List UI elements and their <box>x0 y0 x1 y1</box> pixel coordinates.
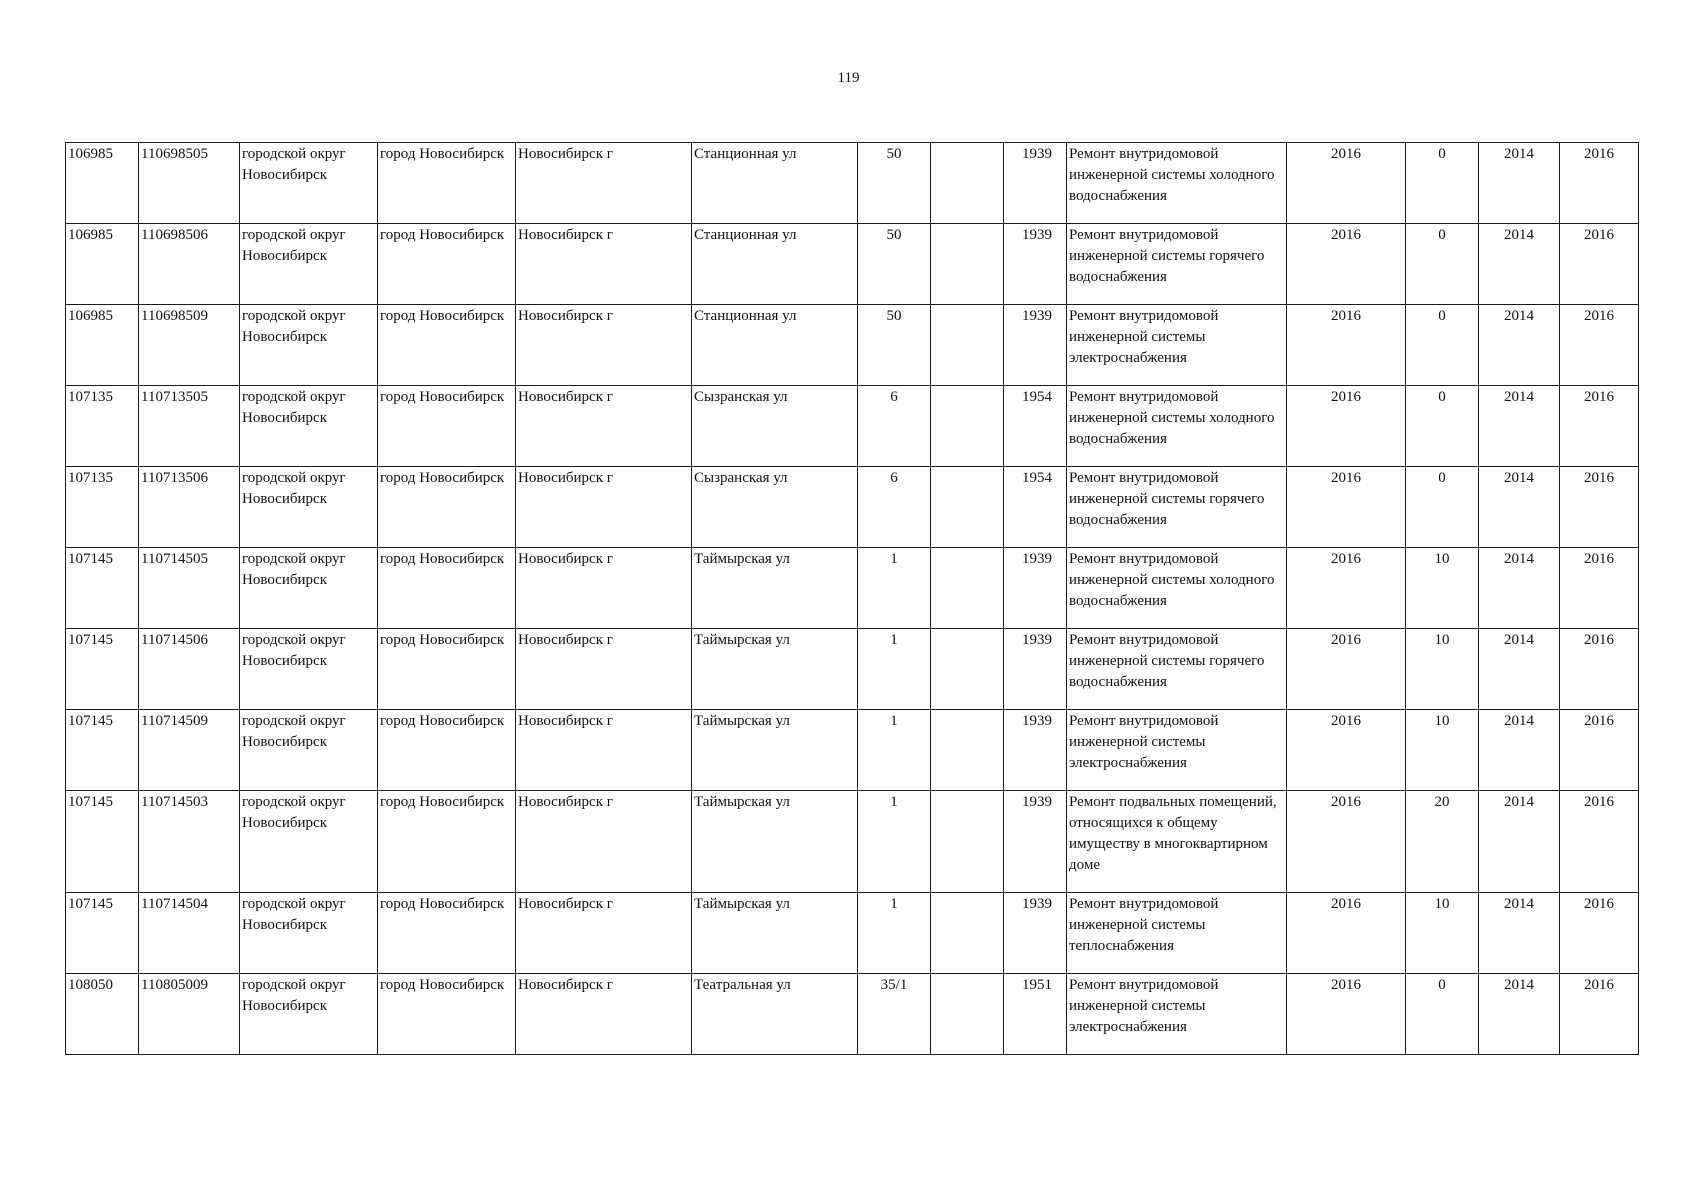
table-body <box>66 143 1639 1055</box>
house-number-cell: 50 <box>858 305 931 386</box>
period-start-cell: 2014 <box>1479 386 1560 467</box>
street-cell: Таймырская ул <box>692 710 858 791</box>
deterioration-cell: 10 <box>1406 893 1479 974</box>
street-cell: Станционная ул <box>692 305 858 386</box>
table-row <box>66 710 1639 791</box>
work-type-cell: Ремонт внутридомовой инженерной системы горячего водоснабжения <box>1067 629 1287 710</box>
district-cell: городской округ Новосибирск <box>240 467 378 548</box>
building-cell <box>931 224 1004 305</box>
district-cell: городской округ Новосибирск <box>240 791 378 893</box>
planned-year-cell: 2016 <box>1287 467 1406 548</box>
planned-year-cell: 2016 <box>1287 710 1406 791</box>
table-row <box>66 791 1639 893</box>
work-id-cell: 110714505 <box>139 548 240 629</box>
work-id-cell: 110714503 <box>139 791 240 893</box>
city-cell: Новосибирск г <box>516 710 692 791</box>
street-cell: Таймырская ул <box>692 629 858 710</box>
period-end-cell: 2016 <box>1560 386 1639 467</box>
city-cell: Новосибирск г <box>516 467 692 548</box>
work-type-cell: Ремонт внутридомовой инженерной системы холодного водоснабжения <box>1067 386 1287 467</box>
deterioration-cell: 0 <box>1406 467 1479 548</box>
work-id-cell: 110713505 <box>139 386 240 467</box>
year-built-cell: 1954 <box>1004 467 1067 548</box>
table-row <box>66 974 1639 1055</box>
planned-year-cell: 2016 <box>1287 386 1406 467</box>
table-row <box>66 467 1639 548</box>
municipality-cell: город Новосибирск <box>378 893 516 974</box>
house-number-cell: 1 <box>858 548 931 629</box>
planned-year-cell: 2016 <box>1287 974 1406 1055</box>
work-type-cell: Ремонт внутридомовой инженерной системы электроснабжения <box>1067 305 1287 386</box>
work-type-cell: Ремонт внутридомовой инженерной системы горячего водоснабжения <box>1067 224 1287 305</box>
building-cell <box>931 974 1004 1055</box>
year-built-cell: 1939 <box>1004 224 1067 305</box>
house-id-cell: 107145 <box>66 629 139 710</box>
house-id-cell: 106985 <box>66 305 139 386</box>
city-cell: Новосибирск г <box>516 893 692 974</box>
city-cell: Новосибирск г <box>516 143 692 224</box>
deterioration-cell: 0 <box>1406 386 1479 467</box>
work-type-cell: Ремонт внутридомовой инженерной системы холодного водоснабжения <box>1067 548 1287 629</box>
table-row <box>66 386 1639 467</box>
building-cell <box>931 467 1004 548</box>
district-cell: городской округ Новосибирск <box>240 305 378 386</box>
house-number-cell: 35/1 <box>858 974 931 1055</box>
house-id-cell: 107145 <box>66 791 139 893</box>
page-number: 119 <box>837 70 860 86</box>
deterioration-cell: 20 <box>1406 791 1479 893</box>
district-cell: городской округ Новосибирск <box>240 974 378 1055</box>
capital-repair-table <box>65 142 1639 1055</box>
period-start-cell: 2014 <box>1479 974 1560 1055</box>
district-cell: городской округ Новосибирск <box>240 548 378 629</box>
house-number-cell: 1 <box>858 893 931 974</box>
district-cell: городской округ Новосибирск <box>240 629 378 710</box>
year-built-cell: 1939 <box>1004 791 1067 893</box>
house-id-cell: 107135 <box>66 386 139 467</box>
house-id-cell: 107145 <box>66 548 139 629</box>
city-cell: Новосибирск г <box>516 629 692 710</box>
work-id-cell: 110714504 <box>139 893 240 974</box>
street-cell: Таймырская ул <box>692 791 858 893</box>
year-built-cell: 1939 <box>1004 143 1067 224</box>
work-type-cell: Ремонт внутридомовой инженерной системы горячего водоснабжения <box>1067 467 1287 548</box>
period-end-cell: 2016 <box>1560 143 1639 224</box>
work-type-cell: Ремонт внутридомовой инженерной системы холодного водоснабжения <box>1067 143 1287 224</box>
municipality-cell: город Новосибирск <box>378 143 516 224</box>
house-id-cell: 106985 <box>66 224 139 305</box>
period-start-cell: 2014 <box>1479 791 1560 893</box>
deterioration-cell: 0 <box>1406 224 1479 305</box>
work-id-cell: 110698506 <box>139 224 240 305</box>
city-cell: Новосибирск г <box>516 386 692 467</box>
deterioration-cell: 0 <box>1406 974 1479 1055</box>
work-id-cell: 110698505 <box>139 143 240 224</box>
work-type-cell: Ремонт внутридомовой инженерной системы теплоснабжения <box>1067 893 1287 974</box>
period-end-cell: 2016 <box>1560 629 1639 710</box>
house-number-cell: 6 <box>858 386 931 467</box>
district-cell: городской округ Новосибирск <box>240 893 378 974</box>
house-id-cell: 107145 <box>66 710 139 791</box>
planned-year-cell: 2016 <box>1287 224 1406 305</box>
planned-year-cell: 2016 <box>1287 893 1406 974</box>
period-end-cell: 2016 <box>1560 710 1639 791</box>
building-cell <box>931 791 1004 893</box>
period-end-cell: 2016 <box>1560 548 1639 629</box>
year-built-cell: 1939 <box>1004 548 1067 629</box>
planned-year-cell: 2016 <box>1287 305 1406 386</box>
period-start-cell: 2014 <box>1479 467 1560 548</box>
house-number-cell: 1 <box>858 710 931 791</box>
year-built-cell: 1939 <box>1004 710 1067 791</box>
house-number-cell: 50 <box>858 143 931 224</box>
table-row <box>66 143 1639 224</box>
deterioration-cell: 10 <box>1406 629 1479 710</box>
house-number-cell: 6 <box>858 467 931 548</box>
street-cell: Станционная ул <box>692 143 858 224</box>
work-id-cell: 110714509 <box>139 710 240 791</box>
period-start-cell: 2014 <box>1479 629 1560 710</box>
deterioration-cell: 0 <box>1406 143 1479 224</box>
deterioration-cell: 0 <box>1406 305 1479 386</box>
work-type-cell: Ремонт подвальных помещений, относящихся к общему имуществу в многоквартирном доме <box>1067 791 1287 893</box>
municipality-cell: город Новосибирск <box>378 386 516 467</box>
house-number-cell: 1 <box>858 629 931 710</box>
district-cell: городской округ Новосибирск <box>240 710 378 791</box>
planned-year-cell: 2016 <box>1287 548 1406 629</box>
municipality-cell: город Новосибирск <box>378 224 516 305</box>
planned-year-cell: 2016 <box>1287 143 1406 224</box>
table-row <box>66 305 1639 386</box>
year-built-cell: 1939 <box>1004 305 1067 386</box>
work-type-cell: Ремонт внутридомовой инженерной системы электроснабжения <box>1067 710 1287 791</box>
year-built-cell: 1939 <box>1004 629 1067 710</box>
work-id-cell: 110714506 <box>139 629 240 710</box>
work-id-cell: 110698509 <box>139 305 240 386</box>
work-id-cell: 110805009 <box>139 974 240 1055</box>
house-number-cell: 50 <box>858 224 931 305</box>
building-cell <box>931 710 1004 791</box>
period-end-cell: 2016 <box>1560 974 1639 1055</box>
table-row <box>66 629 1639 710</box>
work-type-cell: Ремонт внутридомовой инженерной системы электроснабжения <box>1067 974 1287 1055</box>
municipality-cell: город Новосибирск <box>378 974 516 1055</box>
planned-year-cell: 2016 <box>1287 791 1406 893</box>
municipality-cell: город Новосибирск <box>378 548 516 629</box>
period-start-cell: 2014 <box>1479 143 1560 224</box>
deterioration-cell: 10 <box>1406 548 1479 629</box>
period-end-cell: 2016 <box>1560 893 1639 974</box>
city-cell: Новосибирск г <box>516 974 692 1055</box>
building-cell <box>931 143 1004 224</box>
planned-year-cell: 2016 <box>1287 629 1406 710</box>
period-start-cell: 2014 <box>1479 548 1560 629</box>
street-cell: Сызранская ул <box>692 467 858 548</box>
municipality-cell: город Новосибирск <box>378 305 516 386</box>
municipality-cell: город Новосибирск <box>378 629 516 710</box>
street-cell: Театральная ул <box>692 974 858 1055</box>
city-cell: Новосибирск г <box>516 305 692 386</box>
year-built-cell: 1954 <box>1004 386 1067 467</box>
period-end-cell: 2016 <box>1560 467 1639 548</box>
table-row <box>66 224 1639 305</box>
house-number-cell: 1 <box>858 791 931 893</box>
building-cell <box>931 629 1004 710</box>
building-cell <box>931 893 1004 974</box>
municipality-cell: город Новосибирск <box>378 710 516 791</box>
period-end-cell: 2016 <box>1560 305 1639 386</box>
period-start-cell: 2014 <box>1479 305 1560 386</box>
street-cell: Станционная ул <box>692 224 858 305</box>
period-end-cell: 2016 <box>1560 224 1639 305</box>
city-cell: Новосибирск г <box>516 548 692 629</box>
municipality-cell: город Новосибирск <box>378 467 516 548</box>
street-cell: Сызранская ул <box>692 386 858 467</box>
year-built-cell: 1939 <box>1004 893 1067 974</box>
table-row <box>66 893 1639 974</box>
street-cell: Таймырская ул <box>692 548 858 629</box>
year-built-cell: 1951 <box>1004 974 1067 1055</box>
period-end-cell: 2016 <box>1560 791 1639 893</box>
municipality-cell: город Новосибирск <box>378 791 516 893</box>
district-cell: городской округ Новосибирск <box>240 386 378 467</box>
building-cell <box>931 386 1004 467</box>
house-id-cell: 107135 <box>66 467 139 548</box>
table-row <box>66 548 1639 629</box>
deterioration-cell: 10 <box>1406 710 1479 791</box>
city-cell: Новосибирск г <box>516 791 692 893</box>
house-id-cell: 108050 <box>66 974 139 1055</box>
building-cell <box>931 548 1004 629</box>
house-id-cell: 106985 <box>66 143 139 224</box>
house-id-cell: 107145 <box>66 893 139 974</box>
street-cell: Таймырская ул <box>692 893 858 974</box>
district-cell: городской округ Новосибирск <box>240 224 378 305</box>
period-start-cell: 2014 <box>1479 224 1560 305</box>
city-cell: Новосибирск г <box>516 224 692 305</box>
building-cell <box>931 305 1004 386</box>
work-id-cell: 110713506 <box>139 467 240 548</box>
period-start-cell: 2014 <box>1479 710 1560 791</box>
period-start-cell: 2014 <box>1479 893 1560 974</box>
district-cell: городской округ Новосибирск <box>240 143 378 224</box>
